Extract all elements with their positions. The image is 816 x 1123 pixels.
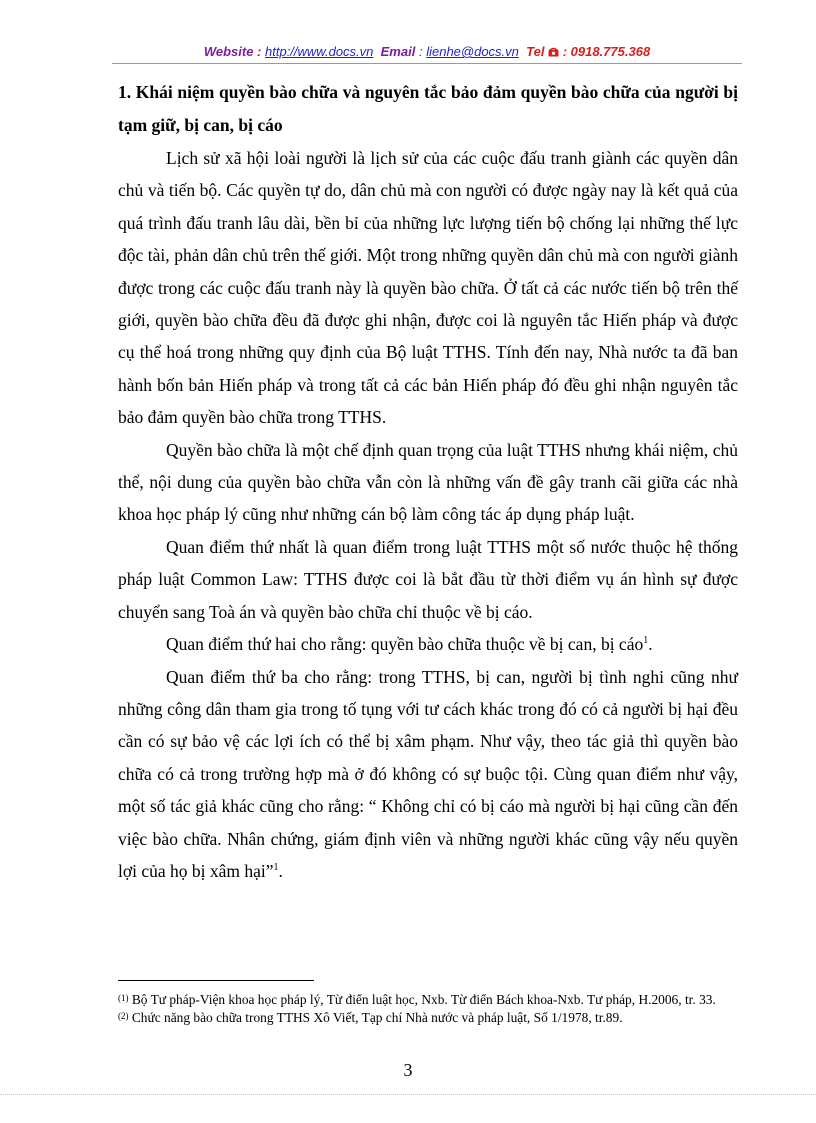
website-label: Website : — [203, 44, 262, 59]
paragraph-5 — [118, 661, 738, 888]
header-divider — [112, 63, 742, 64]
paragraph-3: Quan điểm thứ nhất là quan điểm trong luật TTHS một số nước thuộc hệ thống pháp luật Common Law: TTHS được coi là bắt đầu từ thời điểm vụ án hình sự được chuyển sang Toà án và quyền bào chữa chỉ thuộc về bị cáo. — [118, 536, 738, 622]
page-header — [112, 44, 742, 59]
footnote-ref-1[interactable]: 1 — [643, 635, 649, 647]
footnote-text: Bộ Tư pháp-Viện khoa học pháp lý, Từ điển luật học, Nxb. Từ điển Bách khoa-Nxb. Tư pháp, H.2006, tr. 33. — [128, 992, 716, 1007]
page-number: 3 — [403, 1060, 413, 1080]
page-bottom-border — [0, 1094, 816, 1095]
document-body — [118, 76, 738, 887]
paragraph-4-text: Quan điểm thứ hai cho rằng: quyền bào chữa thuộc về bị can, bị cáo — [166, 634, 644, 655]
footnote-marker: (1) — [118, 993, 129, 1003]
paragraph-5-end: . — [278, 860, 283, 881]
section-heading: 1. Khái niệm quyền bào chữa và nguyên tắc bảo đảm quyền bào chữa của người bị tạm giữ, bị can, bị cáo — [118, 82, 738, 135]
footnote-marker: (2) — [118, 1011, 129, 1021]
footnote-text: Chức năng bào chữa trong TTHS Xô Viết, Tạp chí Nhà nước và pháp luật, Số 1/1978, tr.89. — [128, 1010, 623, 1025]
tel-label: Tel — [526, 44, 545, 59]
email-separator: : — [418, 44, 423, 59]
paragraph-2: Quyền bào chữa là một chế định quan trọng của luật TTHS nhưng khái niệm, chủ thể, nội dung của quyền bào chữa vẫn còn là những vấn đề gây tranh cãi giữa các nhà khoa học pháp lý cũng như những cán bộ làm công tác áp dụng pháp luật. — [118, 439, 738, 525]
email-label: Email — [380, 44, 416, 59]
email-link[interactable]: lienhe@docs.vn — [426, 44, 519, 59]
website-link[interactable]: http://www.docs.vn — [265, 44, 374, 59]
footnote-divider — [118, 980, 314, 981]
footnote-1 — [118, 990, 740, 1008]
footnote-ref-2[interactable]: 1 — [273, 862, 279, 874]
phone-icon — [548, 46, 559, 57]
paragraph-4-end: . — [648, 634, 653, 655]
footnote-2 — [118, 1008, 740, 1026]
paragraph-1: Lịch sử xã hội loài người là lịch sử của các cuộc đấu tranh giành các quyền dân chủ và tiến bộ. Các quyền tự do, dân chủ mà con người có được ngày nay là kết quả của quá trình đấu tranh lâu dài, bền bỉ của những lực lượng tiến bộ chống lại những thế lực độc tài, phản dân chủ trên thế giới. Một trong những quyền dân chủ mà con người giành được trong các cuộc đấu tranh này là quyền bào chữa. Ở tất cả các nước tiến bộ trên thế giới, quyền bào chữa đều đã được ghi nhận, được coi là nguyên tắc Hiến pháp và được cụ thể hoá trong những quy định của Bộ luật TTHS. Tính đến nay, Nhà nước ta đã ban hành bốn bản Hiến pháp và trong tất cả các bản Hiến pháp đó đều ghi nhận nguyên tắc bảo đảm quyền bào chữa trong TTHS. — [118, 148, 738, 428]
tel-number: : 0918.775.368 — [562, 44, 651, 59]
paragraph-4 — [118, 628, 738, 660]
footnotes — [118, 990, 740, 1026]
paragraph-5-text: Quan điểm thứ ba cho rằng: trong TTHS, bị can, người bị tình nghi cũng như những công dân tham gia trong tố tụng với tư cách khác trong đó có cả người bị hại đều cần có sự bảo vệ các lợi ích có thể bị xâm phạm. Như vậy, theo tác giả thì quyền bào chữa có cả trong trường hợp mà ở đó không có sự buộc tội. Cùng quan điểm như vậy, một số tác giả khác cũng cho rằng: “ Không chỉ có bị cáo mà người bị hại cũng cần đến việc bào chữa. Nhân chứng, giám định viên và những người khác cũng vậy nếu quyền lợi của họ bị xâm hại” — [118, 666, 738, 881]
